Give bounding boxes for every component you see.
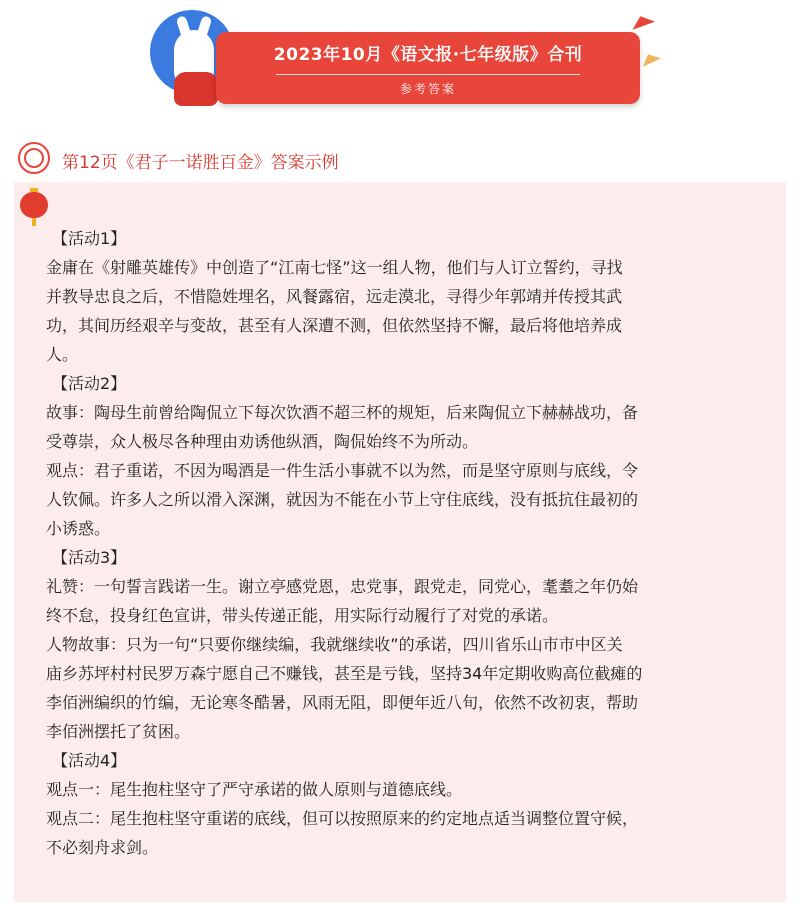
answer-line: 故事：陶母生前曾给陶侃立下每次饮酒不超三杯的规矩，后来陶侃立下赫赫战功，备 — [46, 403, 639, 422]
page-subtitle: 参考答案 — [399, 82, 456, 96]
activity-heading: 【活动4】 — [52, 751, 127, 770]
answer-line: 并教导忠良之后，不惜隐姓埋名，风餐露宿，远走漠北，寻得少年郭靖并传授其武 — [46, 287, 623, 306]
activity-heading: 【活动1】 — [52, 229, 127, 248]
section-heading — [14, 140, 794, 180]
activity-heading: 【活动2】 — [52, 374, 127, 393]
header-banner — [140, 6, 650, 118]
answer-line: 观点二：尾生抱柱坚守重诺的底线，但可以按照原来的约定地点适当调整位置守候， — [46, 809, 639, 828]
rabbit-robe-icon — [174, 72, 218, 106]
answer-line: 观点：君子重诺，不因为喝酒是一件生活小事就不以为然，而是坚守原则与底线，令 — [46, 461, 639, 480]
answer-line: 人。 — [46, 345, 79, 364]
section-title: 第12页《君子一诺胜百金》答案示例 — [62, 153, 339, 173]
answer-line: 人物故事：只为一句“只要你继续编，我就继续收”的承诺，四川省乐山市市中区关 — [46, 635, 623, 654]
answer-line: 庙乡苏坪村村民罗万森宁愿自己不赚钱，甚至是亏钱，坚持34年定期收购高位截瘫的 — [46, 664, 643, 683]
page-title: 2023年10月《语文报·七年级版》合刊 — [273, 45, 583, 65]
answer-line: 礼赞：一句誓言践诺一生。谢立亭感党恩，忠党事，跟党走，同党心，耄耋之年仍始 — [46, 577, 639, 596]
bird-icon — [629, 12, 655, 30]
answer-text — [46, 224, 770, 862]
answer-content — [14, 182, 786, 902]
answer-line: 人钦佩。许多人之所以滑入深渊，就因为不能在小节上守住底线，没有抵抗住最初的 — [46, 490, 639, 509]
title-banner — [216, 32, 640, 104]
banner-divider — [276, 74, 580, 75]
lantern-icon — [20, 188, 48, 224]
activity-heading: 【活动3】 — [52, 548, 127, 567]
answer-line: 小诱惑。 — [46, 519, 111, 538]
bird-icon — [639, 50, 661, 67]
answer-line: 观点一：尾生抱柱坚守了严守承诺的做人原则与道德底线。 — [46, 780, 463, 799]
answer-line: 受尊崇，众人极尽各种理由劝诱他纵酒，陶侃始终不为所动。 — [46, 432, 479, 451]
ring-icon — [18, 142, 50, 174]
answer-line: 李佰洲编织的竹编，无论寒冬酷暑，风雨无阻，即便年近八旬，依然不改初衷，帮助 — [46, 693, 639, 712]
answer-line: 金庸在《射雕英雄传》中创造了“江南七怪”这一组人物，他们与人订立誓约，寻找 — [46, 258, 623, 277]
answer-line: 功，其间历经艰辛与变故，甚至有人深遭不测，但依然坚持不懈，最后将他培养成 — [46, 316, 623, 335]
answer-line: 终不怠，投身红色宣讲，带头传递正能，用实际行动履行了对党的承诺。 — [46, 606, 559, 625]
answer-line: 不必刻舟求剑。 — [46, 838, 159, 857]
answer-line: 李佰洲摆托了贫困。 — [46, 722, 191, 741]
